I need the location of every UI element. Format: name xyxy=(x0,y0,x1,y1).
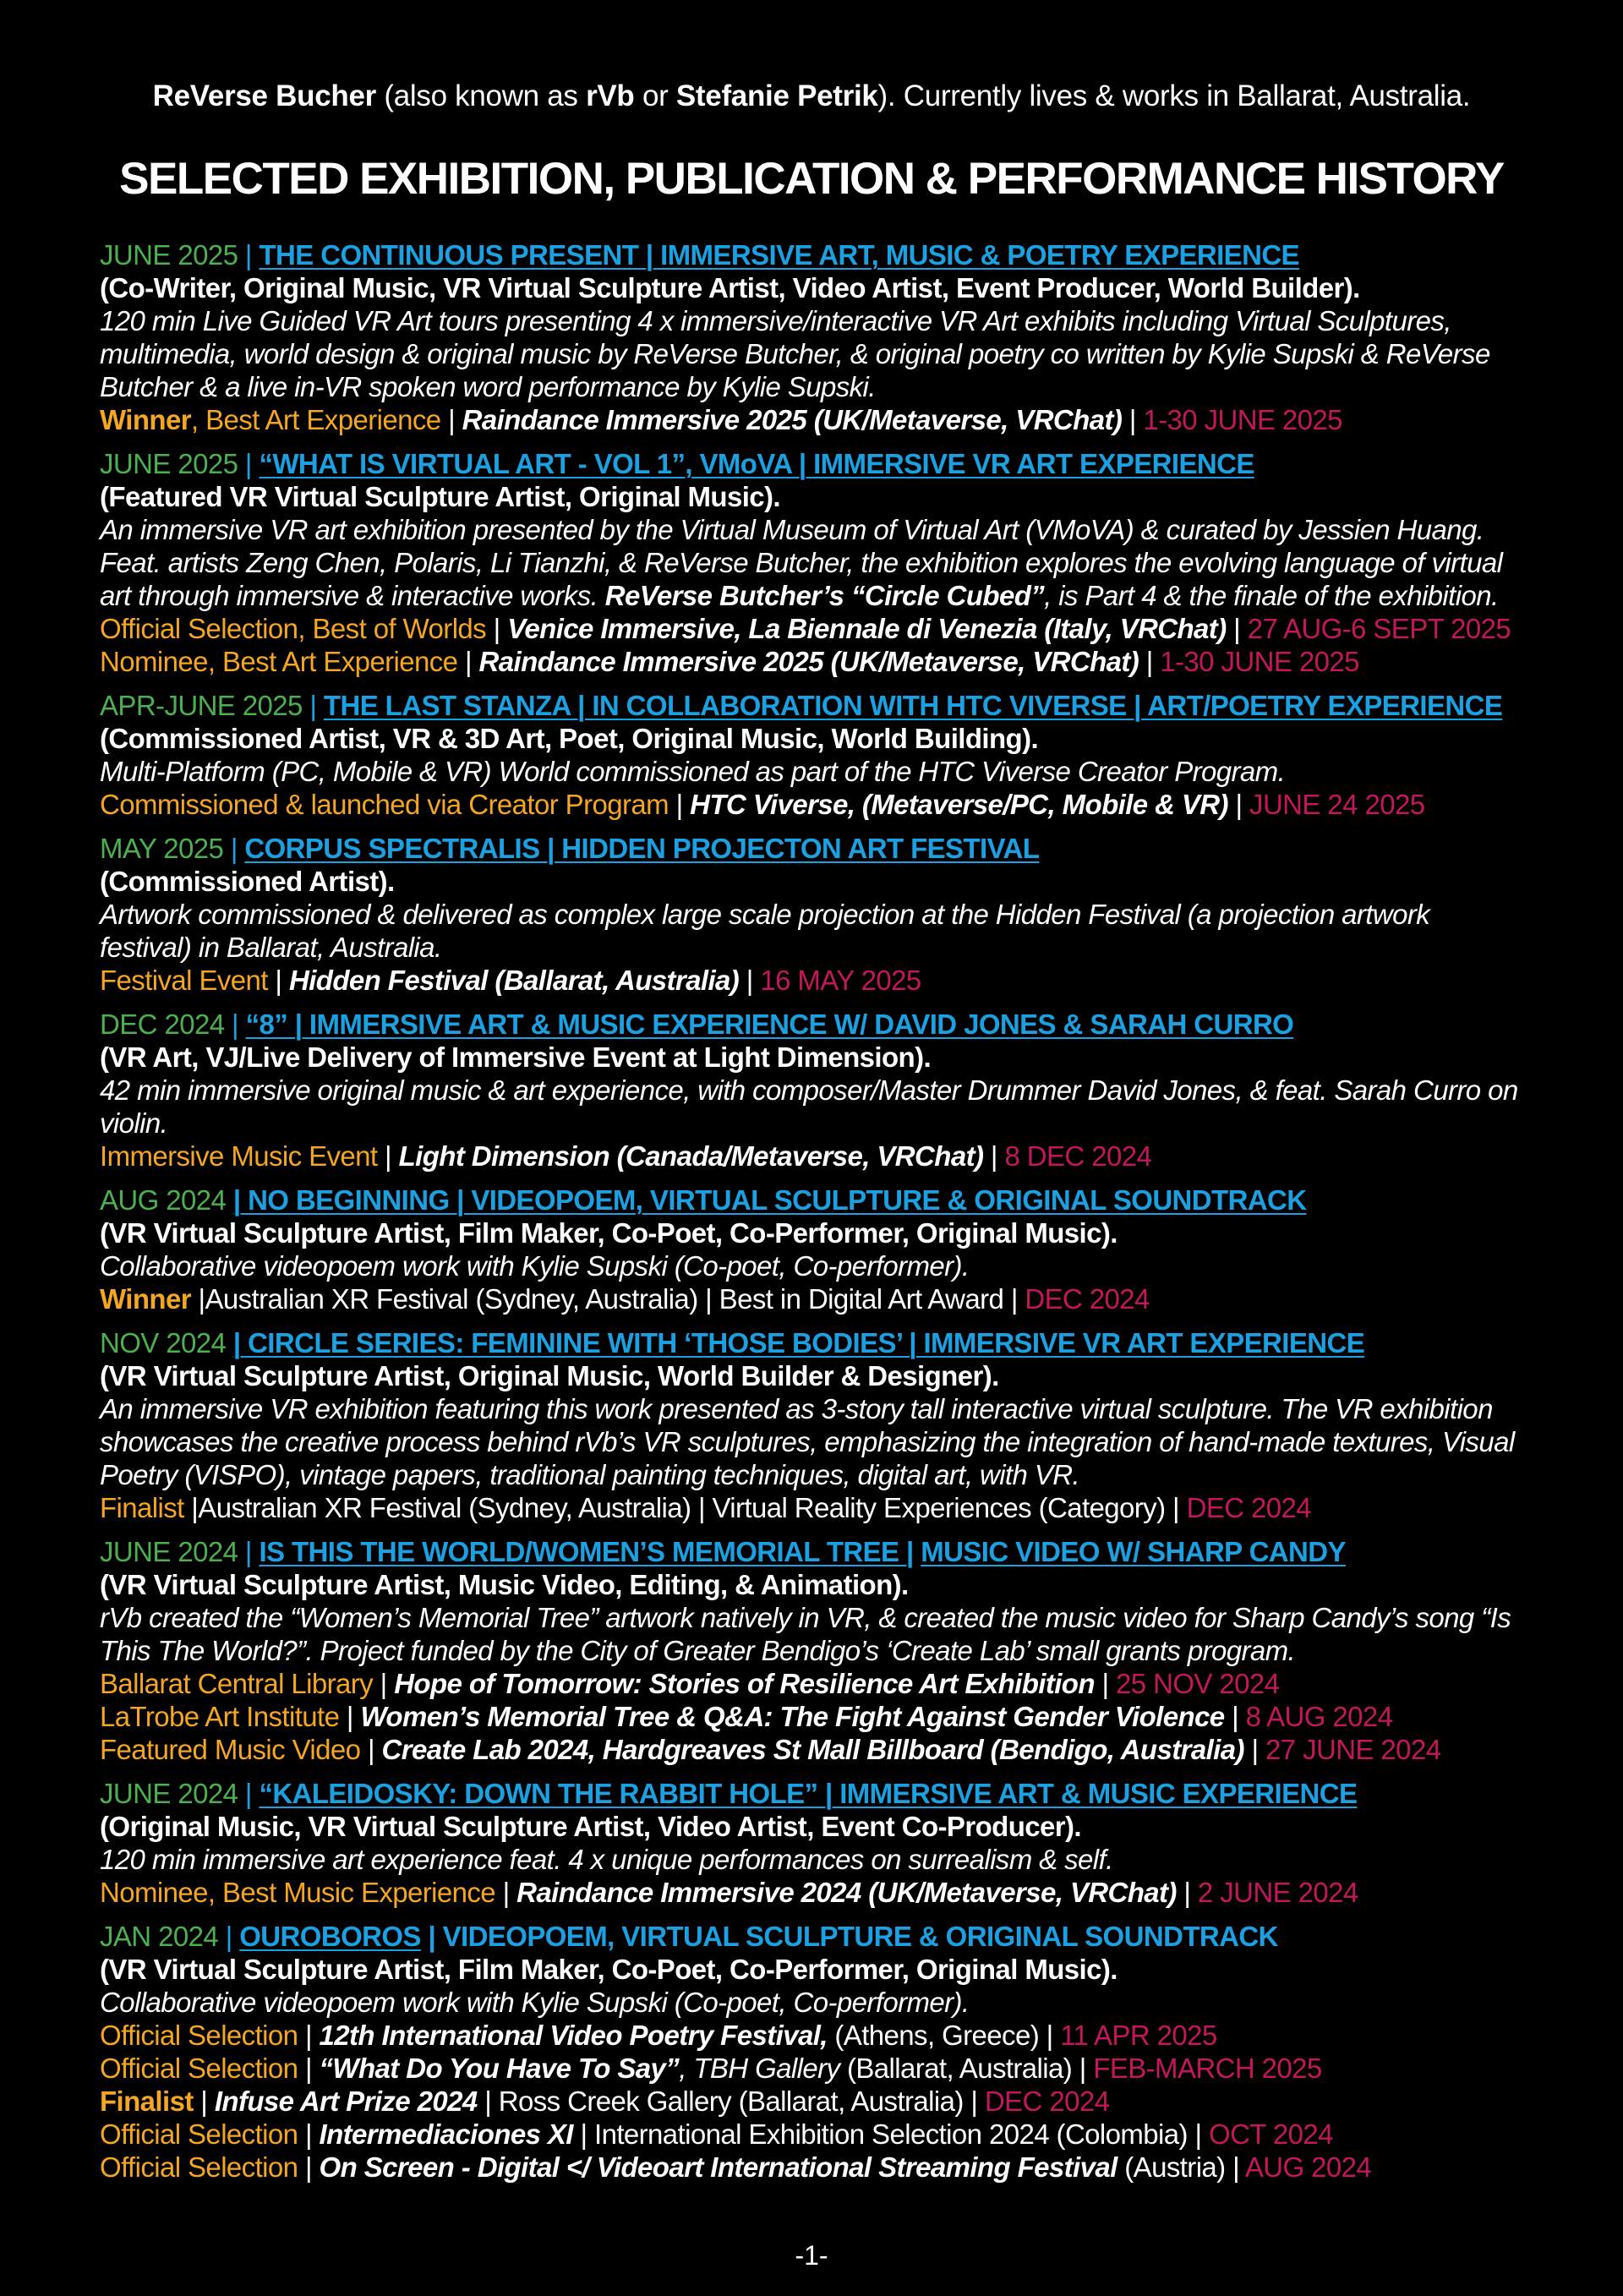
entry-title-line xyxy=(100,1777,1523,1810)
award-separator-2: | xyxy=(963,2086,985,2117)
award-separator-2: | xyxy=(1226,613,1248,644)
entry-role: (VR Art, VJ/Live Delivery of Immersive Event at Light Dimension). xyxy=(100,1041,932,1073)
award-date: DEC 2024 xyxy=(984,2086,1110,2117)
entry-date: AUG 2024 xyxy=(100,1184,227,1216)
award-separator-2: | xyxy=(1039,2020,1061,2051)
entry-separator xyxy=(226,1184,233,1216)
entry-title-line xyxy=(100,1326,1523,1359)
entry-date: MAY 2025 xyxy=(100,833,224,864)
entry-description-text: Artwork commissioned & delivered as complex large scale projection at the Hidden Festival (a projection artwork festival) in Ballarat, Australia. xyxy=(100,899,1430,963)
award-separator: | xyxy=(183,1492,199,1523)
award-venue: Hidden Festival (Ballarat, Australia) xyxy=(288,965,740,996)
entry-role: (Original Music, VR Virtual Sculpture Artist, Video Artist, Event Co-Producer). xyxy=(100,1811,1081,1842)
entry-description xyxy=(100,1601,1523,1667)
entry-date: DEC 2024 xyxy=(100,1009,225,1040)
entry-separator: | xyxy=(238,1536,260,1567)
history-entry xyxy=(100,1777,1523,1909)
award-line xyxy=(100,1876,1523,1909)
award-separator-2: | xyxy=(1072,2053,1094,2084)
award-separator: | xyxy=(193,2086,215,2117)
entry-title-line xyxy=(100,238,1523,271)
entry-description-text: Collaborative videopoem work with Kylie Supski (Co-poet, Co-performer). xyxy=(100,1250,970,1282)
entry-role: (Featured VR Virtual Sculpture Artist, Original Music). xyxy=(100,481,780,512)
award-date: 16 MAY 2025 xyxy=(760,965,921,996)
award-location: Australian XR Festival (Sydney, Australia) | Virtual Reality Experiences (Category) xyxy=(198,1492,1166,1523)
award-line xyxy=(100,1700,1523,1733)
intro-line xyxy=(100,0,1523,117)
entry-date: JUNE 2025 xyxy=(100,239,238,271)
entry-description xyxy=(100,1074,1523,1140)
entry-description-text: Collaborative videopoem work with Kylie Supski (Co-poet, Co-performer). xyxy=(100,1987,970,2018)
award-line xyxy=(100,612,1523,645)
award-name: Nominee, Best Music Experience xyxy=(100,1877,496,1908)
award-venue: Raindance Immersive 2024 (UK/Metaverse, VRChat) xyxy=(516,1877,1177,1908)
entry-role: (VR Virtual Sculpture Artist, Film Maker, Co-Poet, Co-Performer, Original Music). xyxy=(100,1217,1118,1249)
award-separator: | xyxy=(267,965,289,996)
award-date: 11 APR 2025 xyxy=(1060,2020,1217,2051)
award-line xyxy=(100,1282,1523,1315)
entry-role: (VR Virtual Sculpture Artist, Original Music, World Builder & Designer). xyxy=(100,1360,999,1391)
award-line xyxy=(100,1140,1523,1173)
award-status: Winner xyxy=(100,404,191,435)
entry-title-link[interactable]: “KALEIDOSKY: DOWN THE RABBIT HOLE” | IMMERSIVE ART & MUSIC EXPERIENCE xyxy=(259,1778,1358,1809)
entry-title-link[interactable]: IS THIS THE WORLD/WOMEN’S MEMORIAL TREE | xyxy=(259,1536,914,1567)
award-date: JUNE 24 2025 xyxy=(1249,789,1425,820)
artist-name: ReVerse Bucher xyxy=(152,79,376,112)
award-date: 1-30 JUNE 2025 xyxy=(1160,646,1359,677)
entry-date: JUNE 2025 xyxy=(100,448,238,479)
award-location: | International Exhibition Selection 2024 (Colombia) xyxy=(572,2118,1188,2150)
award-separator-2: | xyxy=(1165,1492,1187,1523)
entry-date: JUNE 2024 xyxy=(100,1778,238,1809)
artist-alias: rVb xyxy=(586,79,635,112)
award-separator-2: | xyxy=(1243,1734,1266,1765)
intro-text-2: or xyxy=(634,79,676,112)
history-entry xyxy=(100,832,1523,997)
entry-description xyxy=(100,1249,1523,1282)
entry-title-line xyxy=(100,1008,1523,1041)
award-venue: 12th International Video Poetry Festival, xyxy=(319,2020,828,2051)
award-name: Featured Music Video xyxy=(100,1734,361,1765)
entry-title-line xyxy=(100,1920,1523,1953)
award-date: FEB-MARCH 2025 xyxy=(1093,2053,1322,2084)
award-name: Commissioned & launched via Creator Program xyxy=(100,789,669,820)
award-status: Finalist xyxy=(100,2086,194,2117)
award-date: 1-30 JUNE 2025 xyxy=(1143,404,1342,435)
award-separator: | xyxy=(440,404,462,435)
award-line xyxy=(100,788,1523,821)
award-date: 8 DEC 2024 xyxy=(1004,1140,1152,1172)
entry-title-link[interactable]: CORPUS SPECTRALIS | HIDDEN PROJECTON ART FESTIVAL xyxy=(244,833,1040,864)
award-line xyxy=(100,964,1523,997)
award-name: Immersive Music Event xyxy=(100,1140,378,1172)
award-line xyxy=(100,645,1523,678)
entry-description xyxy=(100,1986,1523,2019)
history-entry xyxy=(100,1008,1523,1173)
award-date: 8 AUG 2024 xyxy=(1245,1701,1393,1732)
entry-date: JAN 2024 xyxy=(100,1921,219,1952)
entry-role: (VR Virtual Sculpture Artist, Film Maker, Co-Poet, Co-Performer, Original Music). xyxy=(100,1954,1118,1985)
award-line xyxy=(100,1491,1523,1524)
award-venue: Intermediaciones XI xyxy=(319,2118,573,2150)
award-date: OCT 2024 xyxy=(1209,2118,1333,2150)
entry-separator xyxy=(226,1327,233,1358)
entry-separator: | xyxy=(238,239,260,271)
entry-description-text: 120 min Live Guided VR Art tours presenting 4 x immersive/interactive VR Art exhibits including Virtual Sculptures, multimedia, world design & original music by ReVerse Butcher, & original poetry co written by Kylie Supski & ReVerse Butcher & a live in-VR spoken word performance by Kylie Supski. xyxy=(100,305,1490,402)
entry-title-line xyxy=(100,689,1523,722)
entry-title-link[interactable]: THE LAST STANZA | IN COLLABORATION WITH HTC VIVERSE | ART/POETRY EXPERIENCE xyxy=(323,690,1503,721)
award-line xyxy=(100,2085,1523,2118)
award-status: Winner xyxy=(100,1283,191,1315)
history-entry xyxy=(100,1184,1523,1315)
entry-title-gap xyxy=(914,1536,921,1567)
entry-title-line xyxy=(100,447,1523,480)
award-venue: Raindance Immersive 2025 (UK/Metaverse, VRChat) xyxy=(462,404,1123,435)
award-venue: Hope of Tomorrow: Stories of Resilience Art Exhibition xyxy=(394,1668,1095,1699)
award-separator-2: | xyxy=(1003,1283,1025,1315)
award-separator: | xyxy=(298,2151,320,2183)
award-line xyxy=(100,403,1523,436)
award-separator: | xyxy=(457,646,479,677)
entry-separator: | xyxy=(224,1009,246,1040)
award-separator: | xyxy=(298,2020,320,2051)
history-entry xyxy=(100,689,1523,821)
entry-title-link[interactable]: “8” | IMMERSIVE ART & MUSIC EXPERIENCE W/ DAVID JONES & SARAH CURRO xyxy=(245,1009,1294,1040)
history-entry xyxy=(100,238,1523,436)
award-line xyxy=(100,1667,1523,1700)
entry-date: JUNE 2024 xyxy=(100,1536,238,1567)
entry-description xyxy=(100,898,1523,964)
award-separator: | xyxy=(298,2118,320,2150)
award-separator: | xyxy=(190,1283,205,1315)
entry-title-link[interactable]: THE CONTINUOUS PRESENT | IMMERSIVE ART, MUSIC & POETRY EXPERIENCE xyxy=(259,239,1299,271)
history-entry xyxy=(100,1920,1523,2184)
entry-title-link[interactable]: | CIRCLE SERIES: FEMININE WITH ‘THOSE BODIES’ | IMMERSIVE VR ART EXPERIENCE xyxy=(232,1327,1365,1358)
page-number: -1- xyxy=(795,2240,828,2271)
entry-description-text: Multi-Platform (PC, Mobile & VR) World commissioned as part of the HTC Viverse Creator Program. xyxy=(100,756,1286,787)
entry-role: (Commissioned Artist, VR & 3D Art, Poet, Original Music, World Building). xyxy=(100,723,1039,754)
award-name: Festival Event xyxy=(100,965,268,996)
award-name: Official Selection xyxy=(100,2020,298,2051)
entry-title-suffix: | VIDEOPOEM, VIRTUAL SCULPTURE & ORIGINAL SOUNDTRACK xyxy=(428,1921,1278,1952)
award-separator-2: | xyxy=(983,1140,1005,1172)
history-list xyxy=(100,238,1523,2184)
history-entry xyxy=(100,447,1523,678)
award-separator-2: | xyxy=(1227,789,1250,820)
entry-description-work: “Circle Cubed” xyxy=(851,580,1045,611)
award-date: 27 AUG-6 SEPT 2025 xyxy=(1247,613,1511,644)
award-venue: Venice Immersive, La Biennale di Venezia (Italy, VRChat) xyxy=(507,613,1227,644)
entry-description-bold: ReVerse Butcher’s xyxy=(604,580,844,611)
entry-title-line xyxy=(100,832,1523,865)
entry-description xyxy=(100,304,1523,403)
award-separator: | xyxy=(377,1140,399,1172)
award-location: (Austria) xyxy=(1117,2151,1226,2183)
award-separator: | xyxy=(486,613,508,644)
award-line xyxy=(100,1733,1523,1766)
entry-separator: | xyxy=(238,1778,260,1809)
entry-description xyxy=(100,513,1523,612)
entry-date: APR-JUNE 2025 xyxy=(100,690,303,721)
entry-role: (Commissioned Artist). xyxy=(100,866,395,897)
award-separator-2: | xyxy=(1187,2118,1210,2150)
award-name: Official Selection xyxy=(100,2118,298,2150)
entry-description-text: 42 min immersive original music & art experience, with composer/Master Drummer David Jones, & feat. Sarah Curro on violin. xyxy=(100,1074,1518,1139)
award-separator-2: | xyxy=(1122,404,1144,435)
page-title: SELECTED EXHIBITION, PUBLICATION & PERFORMANCE HISTORY xyxy=(119,154,1504,204)
entry-description xyxy=(100,755,1523,788)
entry-description-text: rVb created the “Women’s Memorial Tree” artwork natively in VR, & created the music video for Sharp Candy’s song “Is This The World?”. Project funded by the City of Greater Bendigo’s ‘Create Lab’ small grants program. xyxy=(100,1602,1511,1666)
award-name: Ballarat Central Library xyxy=(100,1668,374,1699)
award-line xyxy=(100,2019,1523,2052)
entry-role: (VR Virtual Sculpture Artist, Music Video, Editing, & Animation). xyxy=(100,1569,909,1600)
award-date: 2 JUNE 2024 xyxy=(1197,1877,1358,1908)
award-line xyxy=(100,2052,1523,2085)
entry-separator: | xyxy=(218,1921,240,1952)
award-date: DEC 2024 xyxy=(1025,1283,1150,1315)
award-line xyxy=(100,2118,1523,2151)
award-date: AUG 2024 xyxy=(1244,2151,1372,2183)
entry-title-line xyxy=(100,1535,1523,1568)
award-separator: | xyxy=(495,1877,517,1908)
entry-description-end: , is Part 4 & the finale of the exhibition. xyxy=(1044,580,1499,611)
award-separator-2: | xyxy=(1094,1668,1117,1699)
award-venue: Women’s Memorial Tree & Q&A: The Fight Against Gender Violence xyxy=(360,1701,1225,1732)
award-name: Official Selection, Best of Worlds xyxy=(100,613,487,644)
award-name: Official Selection xyxy=(100,2053,298,2084)
intro-text-1: (also known as xyxy=(375,79,587,112)
award-separator: | xyxy=(339,1701,361,1732)
entry-separator: | xyxy=(238,448,260,479)
entry-separator: | xyxy=(223,833,245,864)
award-location: | Ross Creek Gallery (Ballarat, Australia) xyxy=(477,2086,964,2117)
entry-title-link-2[interactable]: MUSIC VIDEO W/ SHARP CANDY xyxy=(921,1536,1346,1567)
award-separator: | xyxy=(298,2053,320,2084)
award-venue: Create Lab 2024, Hardgreaves St Mall Billboard (Bendigo, Australia) xyxy=(381,1734,1244,1765)
entry-title-link[interactable]: | NO BEGINNING | VIDEOPOEM, VIRTUAL SCULPTURE & ORIGINAL SOUNDTRACK xyxy=(232,1184,1307,1216)
award-name: LaTrobe Art Institute xyxy=(100,1701,340,1732)
entry-role: (Co-Writer, Original Music, VR Virtual Sculpture Artist, Video Artist, Event Producer, World Builder). xyxy=(100,272,1360,303)
award-venue: Raindance Immersive 2025 (UK/Metaverse, VRChat) xyxy=(478,646,1139,677)
award-venue: On Screen - Digital </ Videoart International Streaming Festival xyxy=(319,2151,1118,2183)
entry-separator: | xyxy=(302,690,324,721)
award-location: (Athens, Greece) xyxy=(827,2020,1040,2051)
entry-description-text: 120 min immersive art experience feat. 4 x unique performances on surrealism & self. xyxy=(100,1844,1113,1875)
artist-realname: Stefanie Petrik xyxy=(675,79,878,112)
award-separator-2: | xyxy=(739,965,761,996)
award-name: Official Selection xyxy=(100,2151,298,2183)
award-separator-2: | xyxy=(1176,1877,1198,1908)
entry-description xyxy=(100,1392,1523,1491)
award-name: , Best Art Experience xyxy=(190,404,441,435)
entry-title-link[interactable]: OUROBOROS xyxy=(239,1921,421,1952)
award-date: DEC 2024 xyxy=(1186,1492,1312,1523)
entry-description xyxy=(100,1843,1523,1876)
award-venue: Infuse Art Prize 2024 xyxy=(214,2086,478,2117)
award-date: 27 JUNE 2024 xyxy=(1265,1734,1441,1765)
award-date: 25 NOV 2024 xyxy=(1116,1668,1280,1699)
history-entry xyxy=(100,1326,1523,1524)
intro-text-3: ). Currently lives & works in Ballarat, Australia. xyxy=(877,79,1471,112)
award-separator: | xyxy=(360,1734,382,1765)
history-entry xyxy=(100,1535,1523,1766)
award-separator: | xyxy=(373,1668,395,1699)
award-separator-2: | xyxy=(1139,646,1161,677)
award-separator: | xyxy=(669,789,691,820)
award-venue: HTC Viverse, (Metaverse/PC, Mobile & VR) xyxy=(690,789,1228,820)
award-separator-2: | xyxy=(1224,1701,1246,1732)
award-venue: “What Do You Have To Say” xyxy=(319,2053,680,2084)
award-gallery: , TBH Gallery xyxy=(679,2053,840,2084)
award-venue: Light Dimension (Canada/Metaverse, VRChat) xyxy=(398,1140,984,1172)
entry-title-link[interactable]: “WHAT IS VIRTUAL ART - VOL 1”, VMoVA | IMMERSIVE VR ART EXPERIENCE xyxy=(259,448,1254,479)
award-name: Finalist xyxy=(100,1492,184,1523)
award-line xyxy=(100,2151,1523,2184)
award-location: (Ballarat, Australia) xyxy=(839,2053,1073,2084)
entry-date: NOV 2024 xyxy=(100,1327,227,1358)
entry-description-text: An immersive VR art exhibition presented by the Virtual Museum of Virtual Art (VMoVA) & curated by Jessien Huang. Feat. artists Zeng Chen, Polaris, Li Tianzhi, & ReVerse Butcher, the exhibition explores the evolving language of virtual art through immersive & interactive works. xyxy=(100,514,1503,611)
award-separator-2: | xyxy=(1225,2151,1245,2183)
award-location: Australian XR Festival (Sydney, Australia) | Best in Digital Art Award xyxy=(205,1283,1004,1315)
entry-description-text: An immersive VR exhibition featuring this work presented as 3-story tall interactive virtual sculpture. The VR exhibition showcases the creative process behind rVb’s VR sculptures, emphasizing the integration of hand-made textures, Visual Poetry (VISPO), vintage papers, traditional painting techniques, digital art, with VR. xyxy=(100,1393,1515,1490)
award-name: Nominee, Best Art Experience xyxy=(100,646,458,677)
entry-title-line xyxy=(100,1184,1523,1216)
